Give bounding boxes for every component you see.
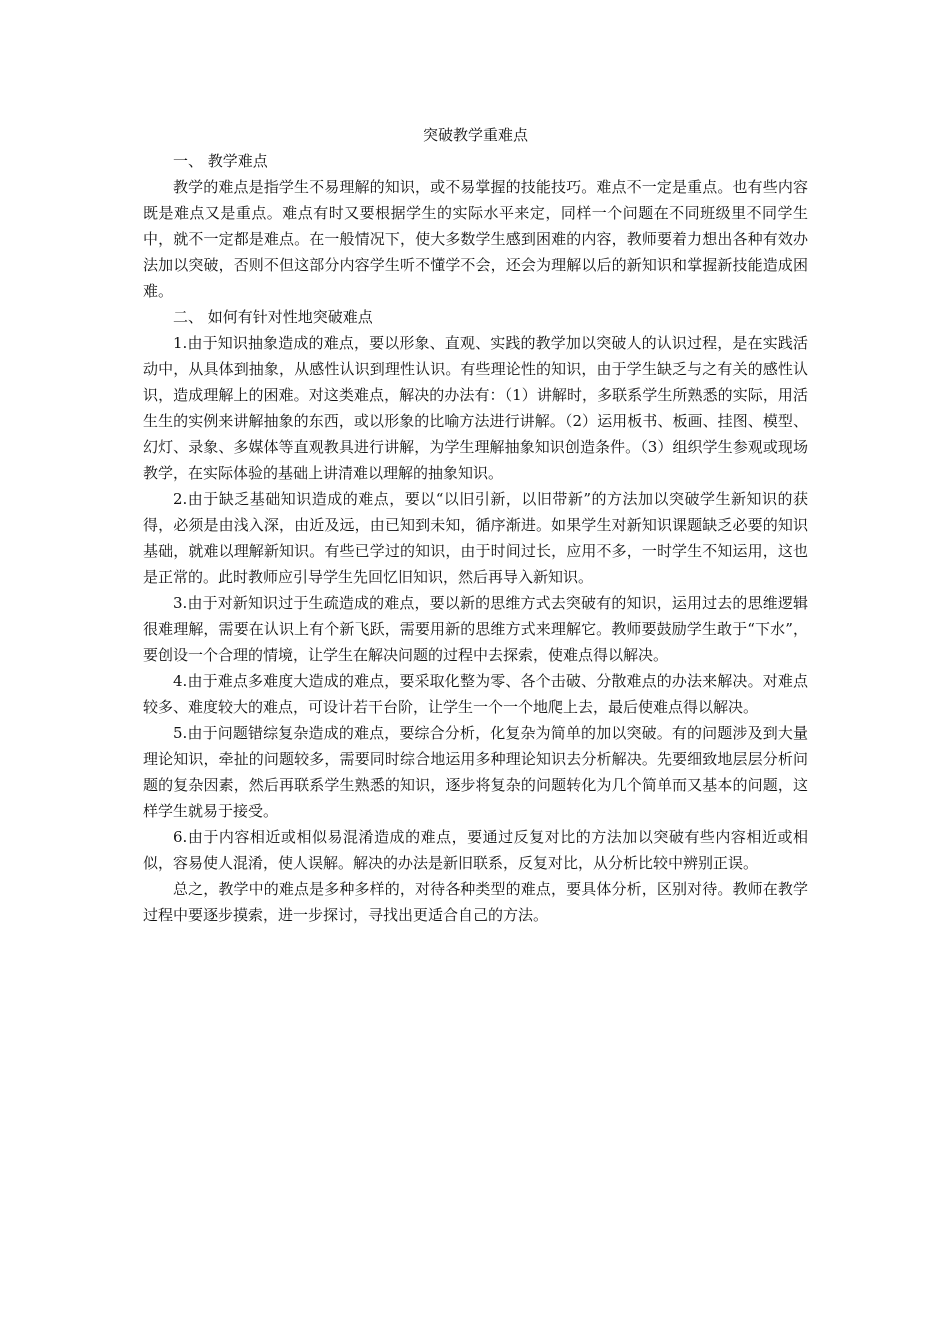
document-title: 突破教学重难点 — [422, 126, 528, 144]
paragraph-point-3: 3.由于对新知识过于生疏造成的难点，要以新的思维方式去突破有的知识，运用过去的思维逻辑很难理解，需要在认识上有个新飞跃，需要用新的思维方式来理解它。教师要鼓励学生敢于“下水”，要创设一个合理的情境，让学生在解决问题的过程中去探索，使难点得以解决。 — [143, 594, 808, 664]
paragraph-point-4: 4.由于难点多难度大造成的难点，要采取化整为零、各个击破、分散难点的办法来解决。对难点较多、难度较大的难点，可设计若干台阶，让学生一个一个地爬上去，最后使难点得以解决。 — [143, 672, 808, 716]
section-1-paragraph: 教学的难点是指学生不易理解的知识，或不易掌握的技能技巧。难点不一定是重点。也有些内容既是难点又是重点。难点有时又要根据学生的实际水平来定，同样一个问题在不同班级里不同学生中，就不一定都是难点。在一般情况下，使大多数学生感到困难的内容，教师要着力想出各种有效办法加以突破，否则不但这部分内容学生听不懂学不会，还会为理解以后的新知识和掌握新技能造成困难。 — [143, 178, 808, 300]
paragraph-point-1: 1.由于知识抽象造成的难点，要以形象、直观、实践的教学加以突破人的认识过程，是在实践活动中，从具体到抽象，从感性认识到理性认识。有些理论性的知识，由于学生缺乏与之有关的感性认识，造成理解上的困难。对这类难点，解决的办法有：（1）讲解时，多联系学生所熟悉的实际，用活生生的实例来讲解抽象的东西，或以形象的比喻方法进行讲解。（2）运用板书、板画、挂图、模型、幻灯、录象、多媒体等直观教具进行讲解，为学生理解抽象知识创造条件。（3）组织学生参观或现场教学，在实际体验的基础上讲清难以理解的抽象知识。 — [143, 334, 808, 482]
section-heading-1: 一、 教学难点 — [173, 152, 268, 170]
paragraph-point-2: 2.由于缺乏基础知识造成的难点，要以“以旧引新，以旧带新”的方法加以突破学生新知识的获得，必须是由浅入深，由近及远，由已知到未知，循序渐进。如果学生对新知识课题缺乏必要的知识基础，就难以理解新知识。有些已学过的知识，由于时间过长，应用不多，一时学生不知运用，这也是正常的。此时教师应引导学生先回忆旧知识，然后再导入新知识。 — [143, 490, 808, 586]
section-heading-2: 二、 如何有针对性地突破难点 — [173, 308, 373, 326]
paragraph-point-6: 6.由于内容相近或相似易混淆造成的难点，要通过反复对比的方法加以突破有些内容相近或相似，容易使人混淆，使人误解。解决的办法是新旧联系，反复对比，从分析比较中辨别正误。 — [143, 828, 808, 872]
document-page — [143, 122, 808, 928]
paragraph-conclusion: 总之，教学中的难点是多种多样的，对待各种类型的难点，要具体分析，区别对待。教师在教学过程中要逐步摸索，进一步探讨，寻找出更适合自己的方法。 — [143, 880, 808, 924]
paragraph-point-5: 5.由于问题错综复杂造成的难点，要综合分析，化复杂为简单的加以突破。有的问题涉及到大量理论知识，牵扯的问题较多，需要同时综合地运用多种理论知识去分析解决。先要细致地层层分析问题的复杂因素，然后再联系学生熟悉的知识，逐步将复杂的问题转化为几个简单而又基本的问题，这样学生就易于接受。 — [143, 724, 808, 820]
